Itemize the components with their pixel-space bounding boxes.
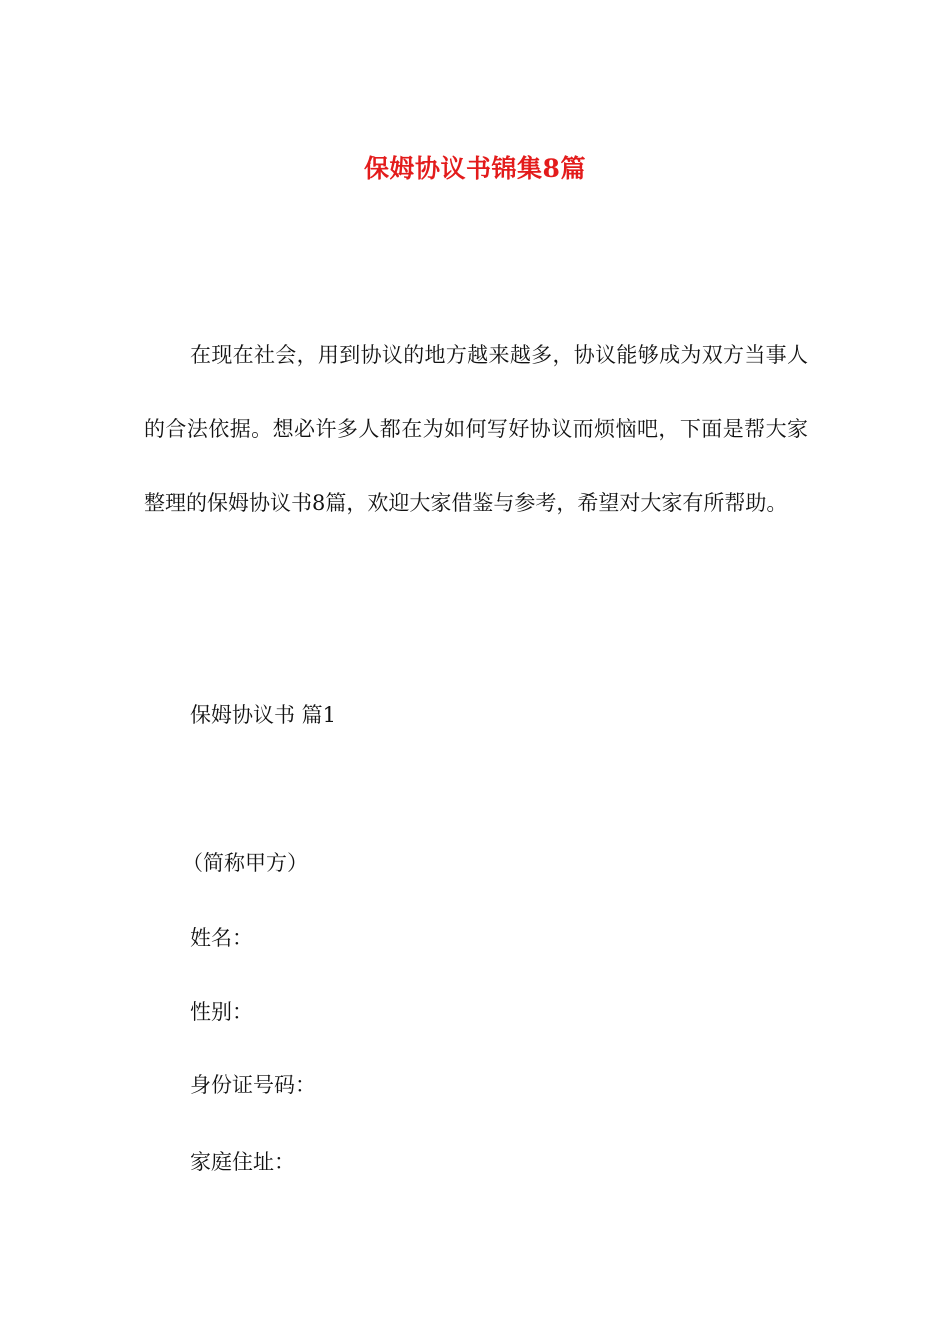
document-title: 保姆协议书锦集8篇 [364, 153, 586, 183]
section-heading: 保姆协议书 篇1 [190, 703, 337, 727]
name-field-label: 姓名： [190, 926, 253, 950]
gender-field-label: 性别： [190, 1000, 253, 1024]
id-number-field-label: 身份证号码： [190, 1073, 316, 1097]
address-field-label: 家庭住址： [190, 1150, 295, 1174]
intro-paragraph: 在现在社会，用到协议的地方越来越多，协议能够成为双方当事人的合法依据。想必许多人都在为如何写好协议而烦恼吧，下面是帮大家整理的保姆协议书8篇，欢迎大家借鉴与参考，希望对大家有所帮助。 [144, 343, 808, 515]
party-a-label: （简称甲方） [182, 851, 308, 875]
